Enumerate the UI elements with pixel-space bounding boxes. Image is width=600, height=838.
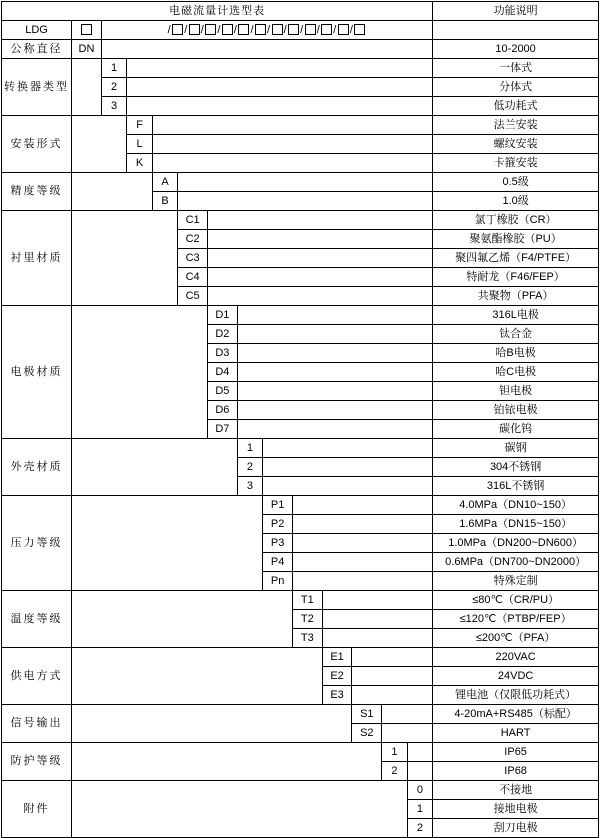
desc-cell: 卡箍安装	[433, 154, 599, 173]
code-cell: 1	[407, 800, 433, 819]
blank-cell	[127, 78, 433, 97]
blank-cell	[263, 439, 433, 458]
code-cell: P3	[263, 534, 293, 553]
code-cell: C1	[178, 211, 208, 230]
blank-cell	[127, 97, 433, 116]
code-cell: D5	[208, 382, 238, 401]
desc-cell: 4.0MPa（DN10~150）	[433, 496, 599, 515]
table-row	[2, 21, 599, 40]
row-label-power-supply: 供电方式	[2, 648, 72, 705]
code-cell: 2	[237, 458, 262, 477]
row-label-housing-material: 外壳材质	[2, 439, 72, 496]
desc-cell: 钽电极	[433, 382, 599, 401]
desc-cell: 220VAC	[433, 648, 599, 667]
desc-cell: 特耐龙（F46/FEP）	[433, 268, 599, 287]
desc-cell: 24VDC	[433, 667, 599, 686]
code-cell: 2	[101, 78, 126, 97]
code-cell: K	[127, 154, 152, 173]
code-cell: P2	[263, 515, 293, 534]
desc-cell: 0.6MPa（DN700~DN2000）	[433, 553, 599, 572]
code-cell: L	[127, 135, 152, 154]
row-label-temperature-rating: 温度等级	[2, 591, 72, 648]
desc-cell: 碳化钨	[433, 420, 599, 439]
function-desc-header: 功能说明	[433, 2, 599, 21]
blank-cell	[237, 306, 432, 325]
desc-cell: HART	[433, 724, 599, 743]
model-code-desc	[433, 21, 599, 40]
code-cell: A	[152, 173, 177, 192]
code-box-icon	[189, 24, 200, 35]
table-row	[2, 781, 599, 800]
table-row	[2, 59, 599, 78]
code-box-icon	[305, 24, 316, 35]
desc-cell: 304不锈钢	[433, 458, 599, 477]
desc-cell: 法兰安装	[433, 116, 599, 135]
desc-cell: IP65	[433, 743, 599, 762]
blank-cell	[208, 249, 433, 268]
slash-icon: /	[167, 23, 172, 36]
desc-cell: 共聚物（PFA）	[433, 287, 599, 306]
blank-cell	[72, 705, 352, 743]
blank-cell	[208, 287, 433, 306]
row-label-nominal-diameter: 公称直径	[2, 40, 72, 59]
slash-icon: /	[250, 23, 255, 36]
desc-cell: 0.5级	[433, 173, 599, 192]
blank-cell	[352, 686, 433, 705]
code-cell: C4	[178, 268, 208, 287]
code-cell: D3	[208, 344, 238, 363]
code-box-icon	[222, 24, 233, 35]
code-cell: D1	[208, 306, 238, 325]
desc-cell: 4-20mA+RS485（标配）	[433, 705, 599, 724]
blank-cell	[152, 116, 432, 135]
blank-cell	[208, 211, 433, 230]
code-cell: E2	[322, 667, 352, 686]
desc-cell: 聚四氟乙烯（F4/PTFE）	[433, 249, 599, 268]
code-cell: D6	[208, 401, 238, 420]
code-cell: 3	[237, 477, 262, 496]
desc-cell: 1.6MPa（DN15~150）	[433, 515, 599, 534]
blank-cell	[292, 553, 432, 572]
desc-cell: ≤80℃（CR/PU）	[433, 591, 599, 610]
table-row	[2, 743, 599, 762]
code-cell: D2	[208, 325, 238, 344]
blank-cell	[72, 496, 263, 591]
slash-icon: /	[349, 23, 354, 36]
code-cell: Pn	[263, 572, 293, 591]
blank-cell	[208, 268, 433, 287]
blank-cell	[72, 306, 208, 439]
code-cell: F	[127, 116, 152, 135]
blank-cell	[382, 705, 433, 724]
desc-cell: 接地电极	[433, 800, 599, 819]
slash-icon: /	[316, 23, 321, 36]
code-cell: T2	[292, 610, 322, 629]
row-label-protection-rating: 防护等级	[2, 743, 72, 781]
model-prefix-cell: LDG	[2, 21, 72, 40]
blank-cell	[72, 743, 382, 781]
code-cell: C2	[178, 230, 208, 249]
desc-cell: 碳钢	[433, 439, 599, 458]
code-cell: T1	[292, 591, 322, 610]
code-box-icon	[205, 24, 216, 35]
blank-cell	[322, 591, 433, 610]
selection-table-page	[0, 1, 600, 834]
code-slot	[72, 21, 102, 40]
table-row	[2, 306, 599, 325]
code-box-icon	[354, 24, 365, 35]
code-cell: 3	[101, 97, 126, 116]
desc-cell: 锂电池（仅限低功耗式）	[433, 686, 599, 705]
table-row	[2, 591, 599, 610]
row-label-lining-material: 衬里材质	[2, 211, 72, 306]
blank-cell	[152, 135, 432, 154]
code-cell: 0	[407, 781, 433, 800]
table-row	[2, 439, 599, 458]
table-row	[2, 496, 599, 515]
code-cell: 1	[382, 743, 407, 762]
desc-cell: 低功耗式	[433, 97, 599, 116]
blank-cell	[72, 648, 323, 705]
desc-cell: 哈C电极	[433, 363, 599, 382]
desc-cell: 316L电极	[433, 306, 599, 325]
desc-cell: 哈B电极	[433, 344, 599, 363]
row-label-accuracy: 精度等级	[2, 173, 72, 211]
blank-cell	[237, 363, 432, 382]
code-box-icon	[272, 24, 283, 35]
blank-cell	[292, 515, 432, 534]
code-box-icon	[81, 24, 92, 35]
table-row	[2, 116, 599, 135]
desc-cell: 聚氨酯橡胶（PU）	[433, 230, 599, 249]
desc-cell: ≤120℃（PTBP/FEP）	[433, 610, 599, 629]
desc-cell: 一体式	[433, 59, 599, 78]
slash-icon: /	[184, 23, 188, 36]
blank-cell	[72, 116, 127, 173]
blank-cell	[72, 211, 178, 306]
blank-cell	[72, 59, 102, 116]
slash-icon: /	[217, 23, 221, 36]
code-cell: S2	[352, 724, 382, 743]
blank-cell	[352, 667, 433, 686]
code-cell: 1	[101, 59, 126, 78]
blank-cell	[263, 458, 433, 477]
row-label-pressure-rating: 压力等级	[2, 496, 72, 591]
blank-cell	[101, 40, 432, 59]
code-cell: 2	[382, 762, 407, 781]
slash-icon: /	[300, 23, 304, 36]
code-cell: S1	[352, 705, 382, 724]
blank-cell	[322, 610, 433, 629]
blank-cell	[292, 572, 432, 591]
code-cell: B	[152, 192, 177, 211]
code-box-icon	[172, 24, 183, 35]
blank-cell	[237, 344, 432, 363]
table-row	[2, 40, 599, 59]
blank-cell	[72, 439, 238, 496]
table-row	[2, 705, 599, 724]
blank-cell	[292, 496, 432, 515]
code-box-icon	[255, 24, 266, 35]
desc-cell: 1.0级	[433, 192, 599, 211]
blank-cell	[407, 743, 433, 762]
code-box-icon	[321, 24, 332, 35]
blank-cell	[237, 420, 432, 439]
code-cell: 2	[407, 819, 433, 838]
code-cell: 1	[237, 439, 262, 458]
slash-icon: /	[233, 23, 238, 36]
blank-cell	[72, 591, 293, 648]
blank-cell	[322, 629, 433, 648]
desc-cell: 10-2000	[433, 40, 599, 59]
row-label-accessories: 附件	[2, 781, 72, 838]
blank-cell	[72, 173, 153, 211]
slash-icon: /	[283, 23, 288, 36]
code-box-icon	[288, 24, 299, 35]
selection-table	[1, 1, 599, 838]
blank-cell	[407, 762, 433, 781]
desc-cell: 螺纹安装	[433, 135, 599, 154]
blank-cell	[208, 230, 433, 249]
desc-cell: 铂铱电极	[433, 401, 599, 420]
desc-cell: 特殊定制	[433, 572, 599, 591]
code-box-icon	[338, 24, 349, 35]
slash-icon: /	[267, 23, 271, 36]
row-label-converter-type: 转换器类型	[2, 59, 72, 116]
code-cell: D4	[208, 363, 238, 382]
code-cell: C3	[178, 249, 208, 268]
slash-icon: /	[333, 23, 337, 36]
code-cell: C5	[178, 287, 208, 306]
blank-cell	[237, 382, 432, 401]
code-cell: E3	[322, 686, 352, 705]
desc-cell: 钛合金	[433, 325, 599, 344]
code-cell: P1	[263, 496, 293, 515]
code-box-icon	[238, 24, 249, 35]
page-title: 电磁流量计选型表	[2, 2, 433, 21]
blank-cell	[237, 401, 432, 420]
blank-cell	[382, 724, 433, 743]
code-cell-dn: DN	[72, 40, 102, 59]
blank-cell	[127, 59, 433, 78]
code-cell: P4	[263, 553, 293, 572]
blank-cell	[263, 477, 433, 496]
desc-cell: 不接地	[433, 781, 599, 800]
desc-cell: ≤200℃（PFA）	[433, 629, 599, 648]
blank-cell	[152, 154, 432, 173]
blank-cell	[352, 648, 433, 667]
code-cell: T3	[292, 629, 322, 648]
desc-cell: 分体式	[433, 78, 599, 97]
table-row	[2, 2, 599, 21]
desc-cell: IP68	[433, 762, 599, 781]
row-label-electrode-material: 电极材质	[2, 306, 72, 439]
table-row	[2, 648, 599, 667]
slash-icon: /	[200, 23, 205, 36]
desc-cell: 刮刀电极	[433, 819, 599, 838]
desc-cell: 1.0MPa（DN200~DN600）	[433, 534, 599, 553]
code-cell: D7	[208, 420, 238, 439]
code-slot-series	[101, 21, 432, 40]
blank-cell	[292, 534, 432, 553]
code-cell: E1	[322, 648, 352, 667]
desc-cell: 316L不锈钢	[433, 477, 599, 496]
blank-cell	[237, 325, 432, 344]
blank-cell	[178, 173, 433, 192]
desc-cell: 氯丁橡胶（CR）	[433, 211, 599, 230]
row-label-install-type: 安装形式	[2, 116, 72, 173]
table-row	[2, 211, 599, 230]
table-row	[2, 173, 599, 192]
blank-cell	[178, 192, 433, 211]
blank-cell	[72, 781, 408, 838]
row-label-signal-output: 信号输出	[2, 705, 72, 743]
